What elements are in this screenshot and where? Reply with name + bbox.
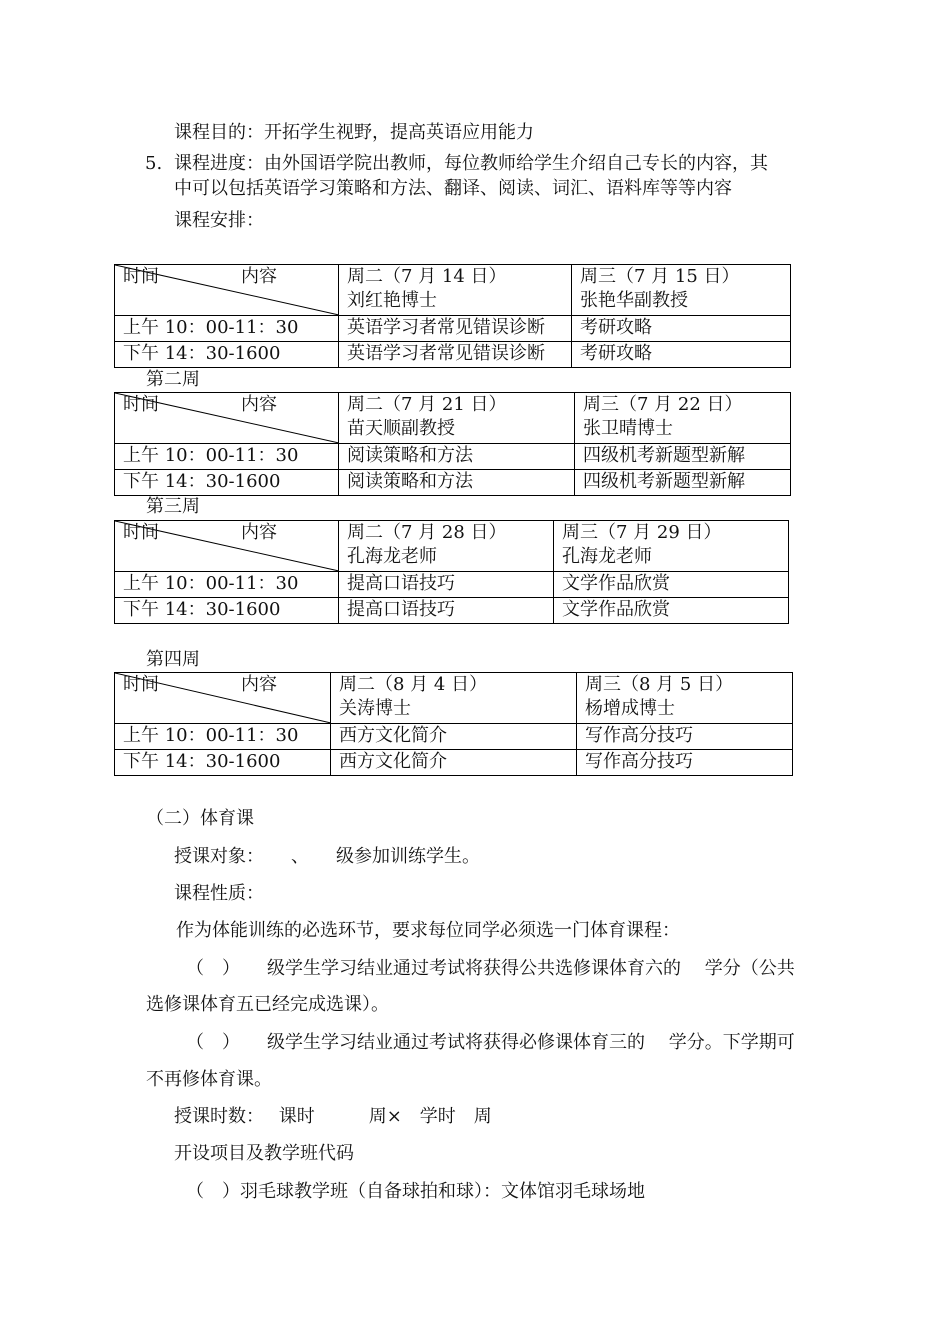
day-date: 周三（7 月 29 日）	[562, 522, 722, 543]
day-date: 周三（7 月 22 日）	[583, 394, 743, 415]
day-header-cell	[339, 521, 554, 572]
topic-cell: 写作高分技巧	[577, 750, 793, 776]
pe-item2-line1: （ ） 级学生学习结业通过考试将获得必修课体育三的 学分。下学期可	[186, 1032, 795, 1053]
day-header-cell	[577, 673, 793, 724]
schedule-table-week-1	[114, 264, 791, 368]
topic-cell: 阅读策略和方法	[339, 470, 575, 496]
table-row	[115, 342, 791, 368]
day-teacher: 刘红艳博士	[347, 290, 437, 311]
time-cell: 下午 14：30-1600	[115, 750, 331, 776]
table-header-row	[115, 393, 791, 444]
topic-cell: 文学作品欣赏	[554, 572, 789, 598]
pe-projects: 开设项目及教学班代码	[174, 1143, 354, 1164]
time-cell: 上午 10：00-11：30	[115, 724, 331, 750]
progress-line-2: 中可以包括英语学习策略和方法、翻译、阅读、词汇、语料库等等内容	[174, 178, 732, 199]
day-date: 周三（8 月 5 日）	[585, 674, 734, 695]
pe-heading: （二）体育课	[146, 808, 254, 829]
week-label: 第二周	[146, 369, 200, 390]
pe-audience: 授课对象： 、 级参加训练学生。	[174, 846, 480, 867]
header-content: 内容	[241, 674, 277, 695]
table-row	[115, 444, 791, 470]
time-cell: 上午 10：00-11：30	[115, 572, 339, 598]
pe-nature: 课程性质：	[174, 883, 264, 904]
topic-cell: 考研攻略	[572, 342, 791, 368]
topic-cell: 提高口语技巧	[339, 572, 554, 598]
pe-hours: 授课时数： 课时 周× 学时 周	[174, 1106, 492, 1127]
topic-cell: 提高口语技巧	[339, 598, 554, 624]
topic-cell: 英语学习者常见错误诊断	[339, 342, 572, 368]
topic-cell: 西方文化简介	[331, 750, 577, 776]
corner-cell	[115, 393, 339, 444]
course-purpose: 课程目的：开拓学生视野，提高英语应用能力	[174, 122, 534, 143]
schedule-table-week-4	[114, 672, 793, 776]
day-header-cell	[575, 393, 791, 444]
day-teacher: 孔海龙老师	[562, 546, 652, 567]
time-cell: 下午 14：30-1600	[115, 598, 339, 624]
table-row	[115, 750, 793, 776]
progress-line-1: 课程进度：由外国语学院出教师，每位教师给学生介绍自己专长的内容，其	[174, 153, 768, 174]
topic-cell: 四级机考新题型新解	[575, 444, 791, 470]
table-header-row	[115, 521, 789, 572]
header-content: 内容	[241, 266, 277, 287]
day-date: 周二（7 月 14 日）	[347, 266, 507, 287]
time-cell: 上午 10：00-11：30	[115, 444, 339, 470]
week-label: 第四周	[146, 649, 200, 670]
topic-cell: 四级机考新题型新解	[575, 470, 791, 496]
pe-item1-line2: 选修课体育五已经完成选课）。	[146, 994, 389, 1015]
day-teacher: 关涛博士	[339, 698, 411, 719]
time-cell: 下午 14：30-1600	[115, 342, 339, 368]
topic-cell: 英语学习者常见错误诊断	[339, 316, 572, 342]
header-content: 内容	[241, 522, 277, 543]
day-teacher: 孔海龙老师	[347, 546, 437, 567]
day-teacher: 张艳华副教授	[580, 290, 688, 311]
table-row	[115, 572, 789, 598]
day-header-cell	[554, 521, 789, 572]
topic-cell: 西方文化简介	[331, 724, 577, 750]
day-date: 周二（8 月 4 日）	[339, 674, 488, 695]
time-cell: 上午 10：00-11：30	[115, 316, 339, 342]
pe-requirement: 作为体能训练的必选环节，要求每位同学必须选一门体育课程：	[176, 920, 680, 941]
schedule-table-week-3	[114, 520, 789, 624]
corner-cell	[115, 673, 331, 724]
day-teacher: 张卫晴博士	[583, 418, 673, 439]
pe-item2-line2: 不再修体育课。	[146, 1069, 272, 1090]
progress-number: 5.	[145, 153, 163, 174]
table-row	[115, 598, 789, 624]
topic-cell: 写作高分技巧	[577, 724, 793, 750]
day-date: 周三（7 月 15 日）	[580, 266, 740, 287]
header-time: 时间	[123, 394, 159, 415]
time-cell: 下午 14：30-1600	[115, 470, 339, 496]
table-row	[115, 316, 791, 342]
header-content: 内容	[241, 394, 277, 415]
day-header-cell	[339, 265, 572, 316]
topic-cell: 阅读策略和方法	[339, 444, 575, 470]
day-header-cell	[572, 265, 791, 316]
table-row	[115, 470, 791, 496]
table-header-row	[115, 265, 791, 316]
corner-cell	[115, 265, 339, 316]
table-row	[115, 724, 793, 750]
topic-cell: 文学作品欣赏	[554, 598, 789, 624]
day-header-cell	[339, 393, 575, 444]
pe-item1-line1: （ ） 级学生学习结业通过考试将获得公共选修课体育六的 学分（公共	[186, 958, 795, 979]
header-time: 时间	[123, 522, 159, 543]
table-header-row	[115, 673, 793, 724]
pe-badminton: （ ）羽毛球教学班（自备球拍和球）：文体馆羽毛球场地	[186, 1181, 645, 1202]
day-header-cell	[331, 673, 577, 724]
header-time: 时间	[123, 266, 159, 287]
day-date: 周二（7 月 21 日）	[347, 394, 507, 415]
schedule-title: 课程安排：	[174, 210, 264, 231]
schedule-table-week-2	[114, 392, 791, 496]
topic-cell: 考研攻略	[572, 316, 791, 342]
day-teacher: 杨增成博士	[585, 698, 675, 719]
header-time: 时间	[123, 674, 159, 695]
corner-cell	[115, 521, 339, 572]
day-teacher: 苗天顺副教授	[347, 418, 455, 439]
day-date: 周二（7 月 28 日）	[347, 522, 507, 543]
week-label: 第三周	[146, 496, 200, 517]
